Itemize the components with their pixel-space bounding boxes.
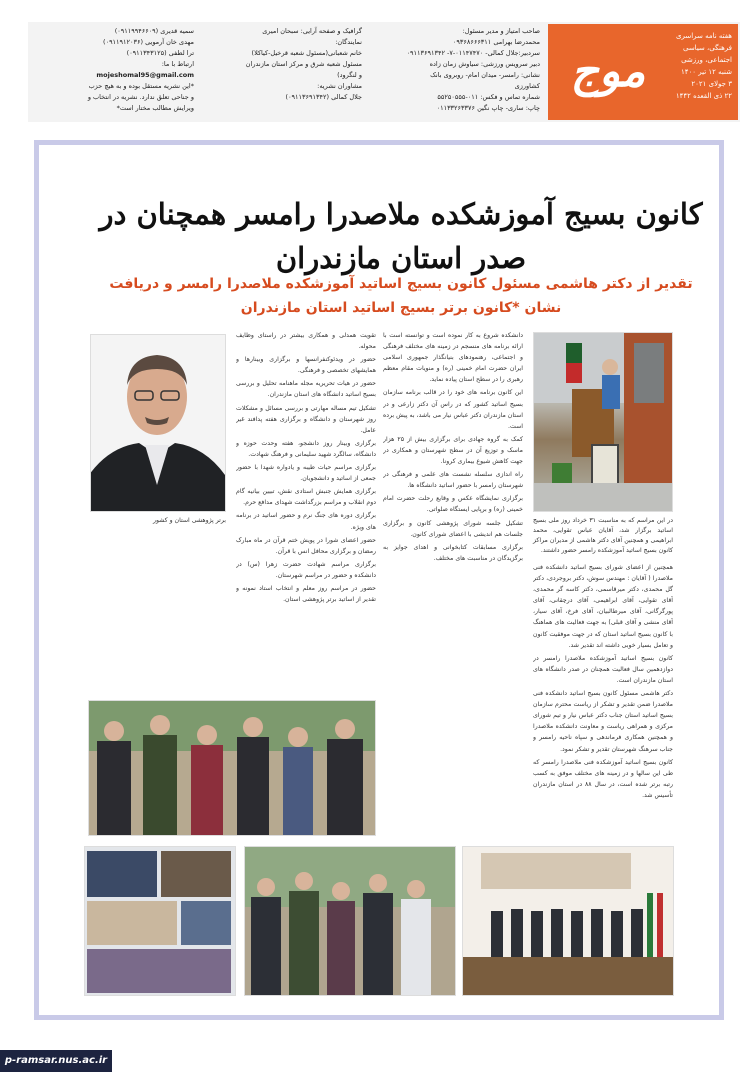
credit-line: کشاورزی [514,82,540,90]
credits-col-2 [202,26,362,103]
portrait-caption: برتر پژوهشی استان و کشور [152,517,226,524]
info-line: شنبه ۱۲ تیر ۱۴۰۰ [680,68,732,76]
info-line: هفته نامه سراسری [675,32,732,40]
ceremony-scene [462,847,673,996]
masthead [28,22,740,122]
group-photo-2 [244,846,456,996]
paragraph: تقویت همدلی و همکاری بیشتر در راستای وظایف محوله. [236,332,376,351]
credit-line: دبیر سرویس ورزشی: سیاوش زمان زاده [429,60,540,68]
credit-line: و لنگرود) [337,71,362,79]
credit-line: شماره تماس و فکس: ۰۱۱-۵۵۲۵۰۵۵۵ [437,93,540,101]
article-title: کانون بسیج آموزشکده ملاصدرا رامسر همچنان در صدر استان مازندران [99,197,703,275]
info-line: ۲۲ ذی القعده ۱۴۴۲ [675,92,732,100]
credit-line: خانم شعبانی(مسئول شعبه قرخیل-کیاکلا) [251,49,362,57]
credit-line: محمدرضا بهرامی ۰۹۳۶۸۶۶۶۳۱۱ [452,38,540,46]
portrait-figure [90,335,225,512]
article-col-right [533,562,673,842]
footer-url[interactable]: p-ramsar.nus.ac.ir [0,1050,112,1072]
credit-line: ارتباط با ما: [161,60,194,68]
group-scene-2 [244,847,455,996]
paragraph: برگزاری مراسم حیات طیبه و یادواره شهدا با حضور جمعی از اساتید و دانشجویان. [236,464,376,483]
info-line: فرهنگی، سیاسی [682,44,732,52]
group-photo-1 [88,700,376,836]
paragraph: کانون بسیج اساتید آموزشکده فنی ملاصدرا رامسر که طی این سالها و در زمینه های مختلف موفق به کسب رتبه برتر شده است، در سال ۸۸ در استان مازندران تأسیس شد. [533,758,673,799]
photo-caption: در این مراسم که به مناسبت ۳۱ خرداد روز ملی بسیج اساتید برگزار شد، آقایان عباس تقوایی، محمد ابراهیمی و همچنین آقای دکتر هاشمی از مدیران مراکز کانون بسیج اساتید آموزشکده رامسر حضور داشتند. [533,517,673,554]
newspaper-logo: موج [570,46,646,97]
credits-col-3 [32,26,194,114]
ceremony-photo [462,846,674,996]
info-line: اجتماعی، ورزشی [681,56,732,64]
paragraph: تشکیل تیم مساله مهارتی و بررسی مسائل و مشکلات روز شهرستان و دانشگاه و برگزاری هفته پدافند غیر عامل. [236,404,376,434]
credit-line: سردبیر:جلال کمالی- ۰۱۱۴۷۴۷۰-۷- ۰۹۱۱۳۶۹۱۳۴۲ [406,49,540,57]
paragraph: برگزاری مراسم شهادت حضرت زهرا (س) در دانشکده و حضور در مراسم شهرستان. [236,560,376,579]
article-subtitle: تقدیر از دکتر هاشمی مسئول کانون بسیج اساتید آموزشکده ملاصدرا رامسر و دریافت نشان *کانون برتر بسیج اساتید استان مازندران [109,276,693,316]
credit-line: صاحب امتیاز و مدیر مسئول: [462,27,540,35]
credit-line: گرافیک و صفحه آرایی: سبحان امیری [262,27,362,35]
credit-line: *این نشریه مستقل بوده و به هیچ حزب [88,82,194,90]
paragraph: برگزاری وبینار روز دانشجو، هفته وحدت حوزه و دانشگاه، سالگرد شهید سلیمانی و فرهنگ شهادت. [236,439,376,458]
credit-line: چاپ: ساری- چاپ نگین ۰۱۱۳۳۲۶۳۳۷۶ [436,104,540,112]
podium-scene [533,333,672,512]
paragraph: حضور در ویدئوکنفرانسها و برگزاری وبینارها و همایشهای تخصصی و فرهنگی. [236,356,376,375]
paragraph: تشکیل جلسه شورای پژوهشی کانون و برگزاری جلسات هم اندیشی با اعضای شورای کانون. [383,519,523,538]
podium-photo [533,332,673,512]
paragraph: برگزاری دوره های جنگ نرم و حضور اساتید در برنامه های ویژه. [236,512,376,531]
credit-line: مهدی خان آرمویی (۰۹۱۱۹۱۲۰۳۶) [103,38,194,46]
collage-scene [84,847,235,996]
credit-line: مسئول شعبه شرق و مرکز استان مازندران [245,60,362,68]
paragraph: حضور اعضای شورا در پویش ختم قرآن در ماه مبارک رمضان و برگزاری محافل انس با قرآن. [236,536,376,555]
collage-photo [84,846,236,996]
paragraph: کمک به گروه جهادی برای برگزاری بیش از ۲۵ هزار ماسک و توزیع آن در سطح شهرستان و همکاری در جهت کاهش شیوع بیماری کرونا. [383,435,523,466]
info-line: ۳ جولای ۲۰۲۱ [691,80,732,88]
paragraph: دانشکده شروع به کار نموده است و توانسته است با ارائه برنامه های منسجم در زمینه های مختلف فرهنگی و اجتماعی، رهنمودهای بنیانگذار جمهوری اسلامی ایران حضرت امام خمینی (ره) و منویات مقام معظم رهبری را در سطح استان پیاده نماید. [383,332,523,384]
paragraph: برگزاری مسابقات کتابخوانی و اهدای جوایز به برگزیدگان در مناسبت های مختلف. [383,543,523,562]
group-scene-1 [88,701,375,836]
credits-col-1 [370,26,540,114]
credit-line: ترا لطفی (۰۹۱۱۳۴۳۱۲۵) [126,49,194,57]
credit-line: جلال کمالی (۰۹۱۱۳۶۹۱۳۴۲) [285,93,362,101]
paragraph: کانون بسیج اساتید آموزشکده ملاصدرا رامسر در دوازدهمین سال فعالیت همچنان در صدر دانشگاه های استان مازندران است. [533,654,673,684]
paragraph: حضور در مراسم روز معلم و انتخاب استاد نمونه و تقدیر از اساتید برتر پژوهشی استان. [236,584,376,604]
contact-email[interactable]: mojeshomal95@gmail.com [96,71,194,79]
portrait-photo [90,334,226,512]
credit-line: نمایندگان: [335,38,362,46]
credit-line: نشانی: رامسر- میدان امام- روبروی بانک [430,71,540,79]
issue-info [660,30,732,102]
article-col-middle [383,330,523,830]
paragraph: این کانون برنامه های خود را در قالب برنامه سازمان بسیج اساتید کشور که در راس آن دکتر زارعی و در استان مازندران دکتر عباس نیار می باشد، به پیش برده است. [383,389,523,430]
paragraph: برگزاری همایش جنبش استادی نقش، تبیین بیانیه گام دوم انقلاب و مراسم بزرگداشت شهدای مدافع حرم. [236,488,376,507]
credit-line: و جناحی تعلق ندارد. نشریه در انتخاب و [87,93,194,101]
paragraph: حضور در هیات تحریریه مجله ماهنامه تحلیل و بررسی بسیج اساتید دانشگاه های استان مازندران. [236,380,376,399]
paragraph: دکتر هاشمی مسئول کانون بسیج اساتید دانشکده فنی ملاصدرا ضمن تقدیر و تشکر از ریاست محترم سازمان بسیج اساتید استان جناب دکتر عباس نیار و تیم شورای مرکزی و همراهی ریاست و معاونت دانشکده ملاصدرا و همچنین همکاری فرماندهی و سپاه ناحیه رامسر و جناب سرهنگ شهرستان تقدیر و تشکر نمود. [533,690,673,753]
credit-line: مشاوران نشریه: [317,82,362,90]
brand-block [548,24,738,120]
credit-line: سمیه قدیری (۰۹۱۱۹۹۴۶۶۰۹) [114,27,194,35]
credit-line: ویرایش مطالب مختار است* [116,104,194,112]
article-col-left [236,330,376,690]
paragraph: همچنین از اعضای شورای بسیج اساتید دانشکده فنی ملاصدرا ( آقایان : مهندس سوش، دکتر بروجردی، دکتر گل محمدی، دکتر میرقاسمی، دکتر کاسه گر محمدی، آقای تقوایی، آقای ابراهیمی، آقای درچقانی، آقای پورگرگانی، آقای میرطالبیان، آقای فرخ، آقای سیار، آقای منشی و آقای قبلی) به جهت فعالیت های هماهنگ با کانون بسیج اساتید استان که در جهت موفقیت کانون و تعامل بسیار خوبی داشته اند تقدیر شد. [533,564,673,649]
paragraph: برگزاری نمایشگاه عکس و وقایع رحلت حضرت امام خمینی (ره) و برپایی ایستگاه صلواتی. [383,495,523,514]
paragraph: راه اندازی سلسله نشست های علمی و فرهنگی در شهرستان رامسر با حضور اساتید دانشگاه ها. [383,471,523,490]
